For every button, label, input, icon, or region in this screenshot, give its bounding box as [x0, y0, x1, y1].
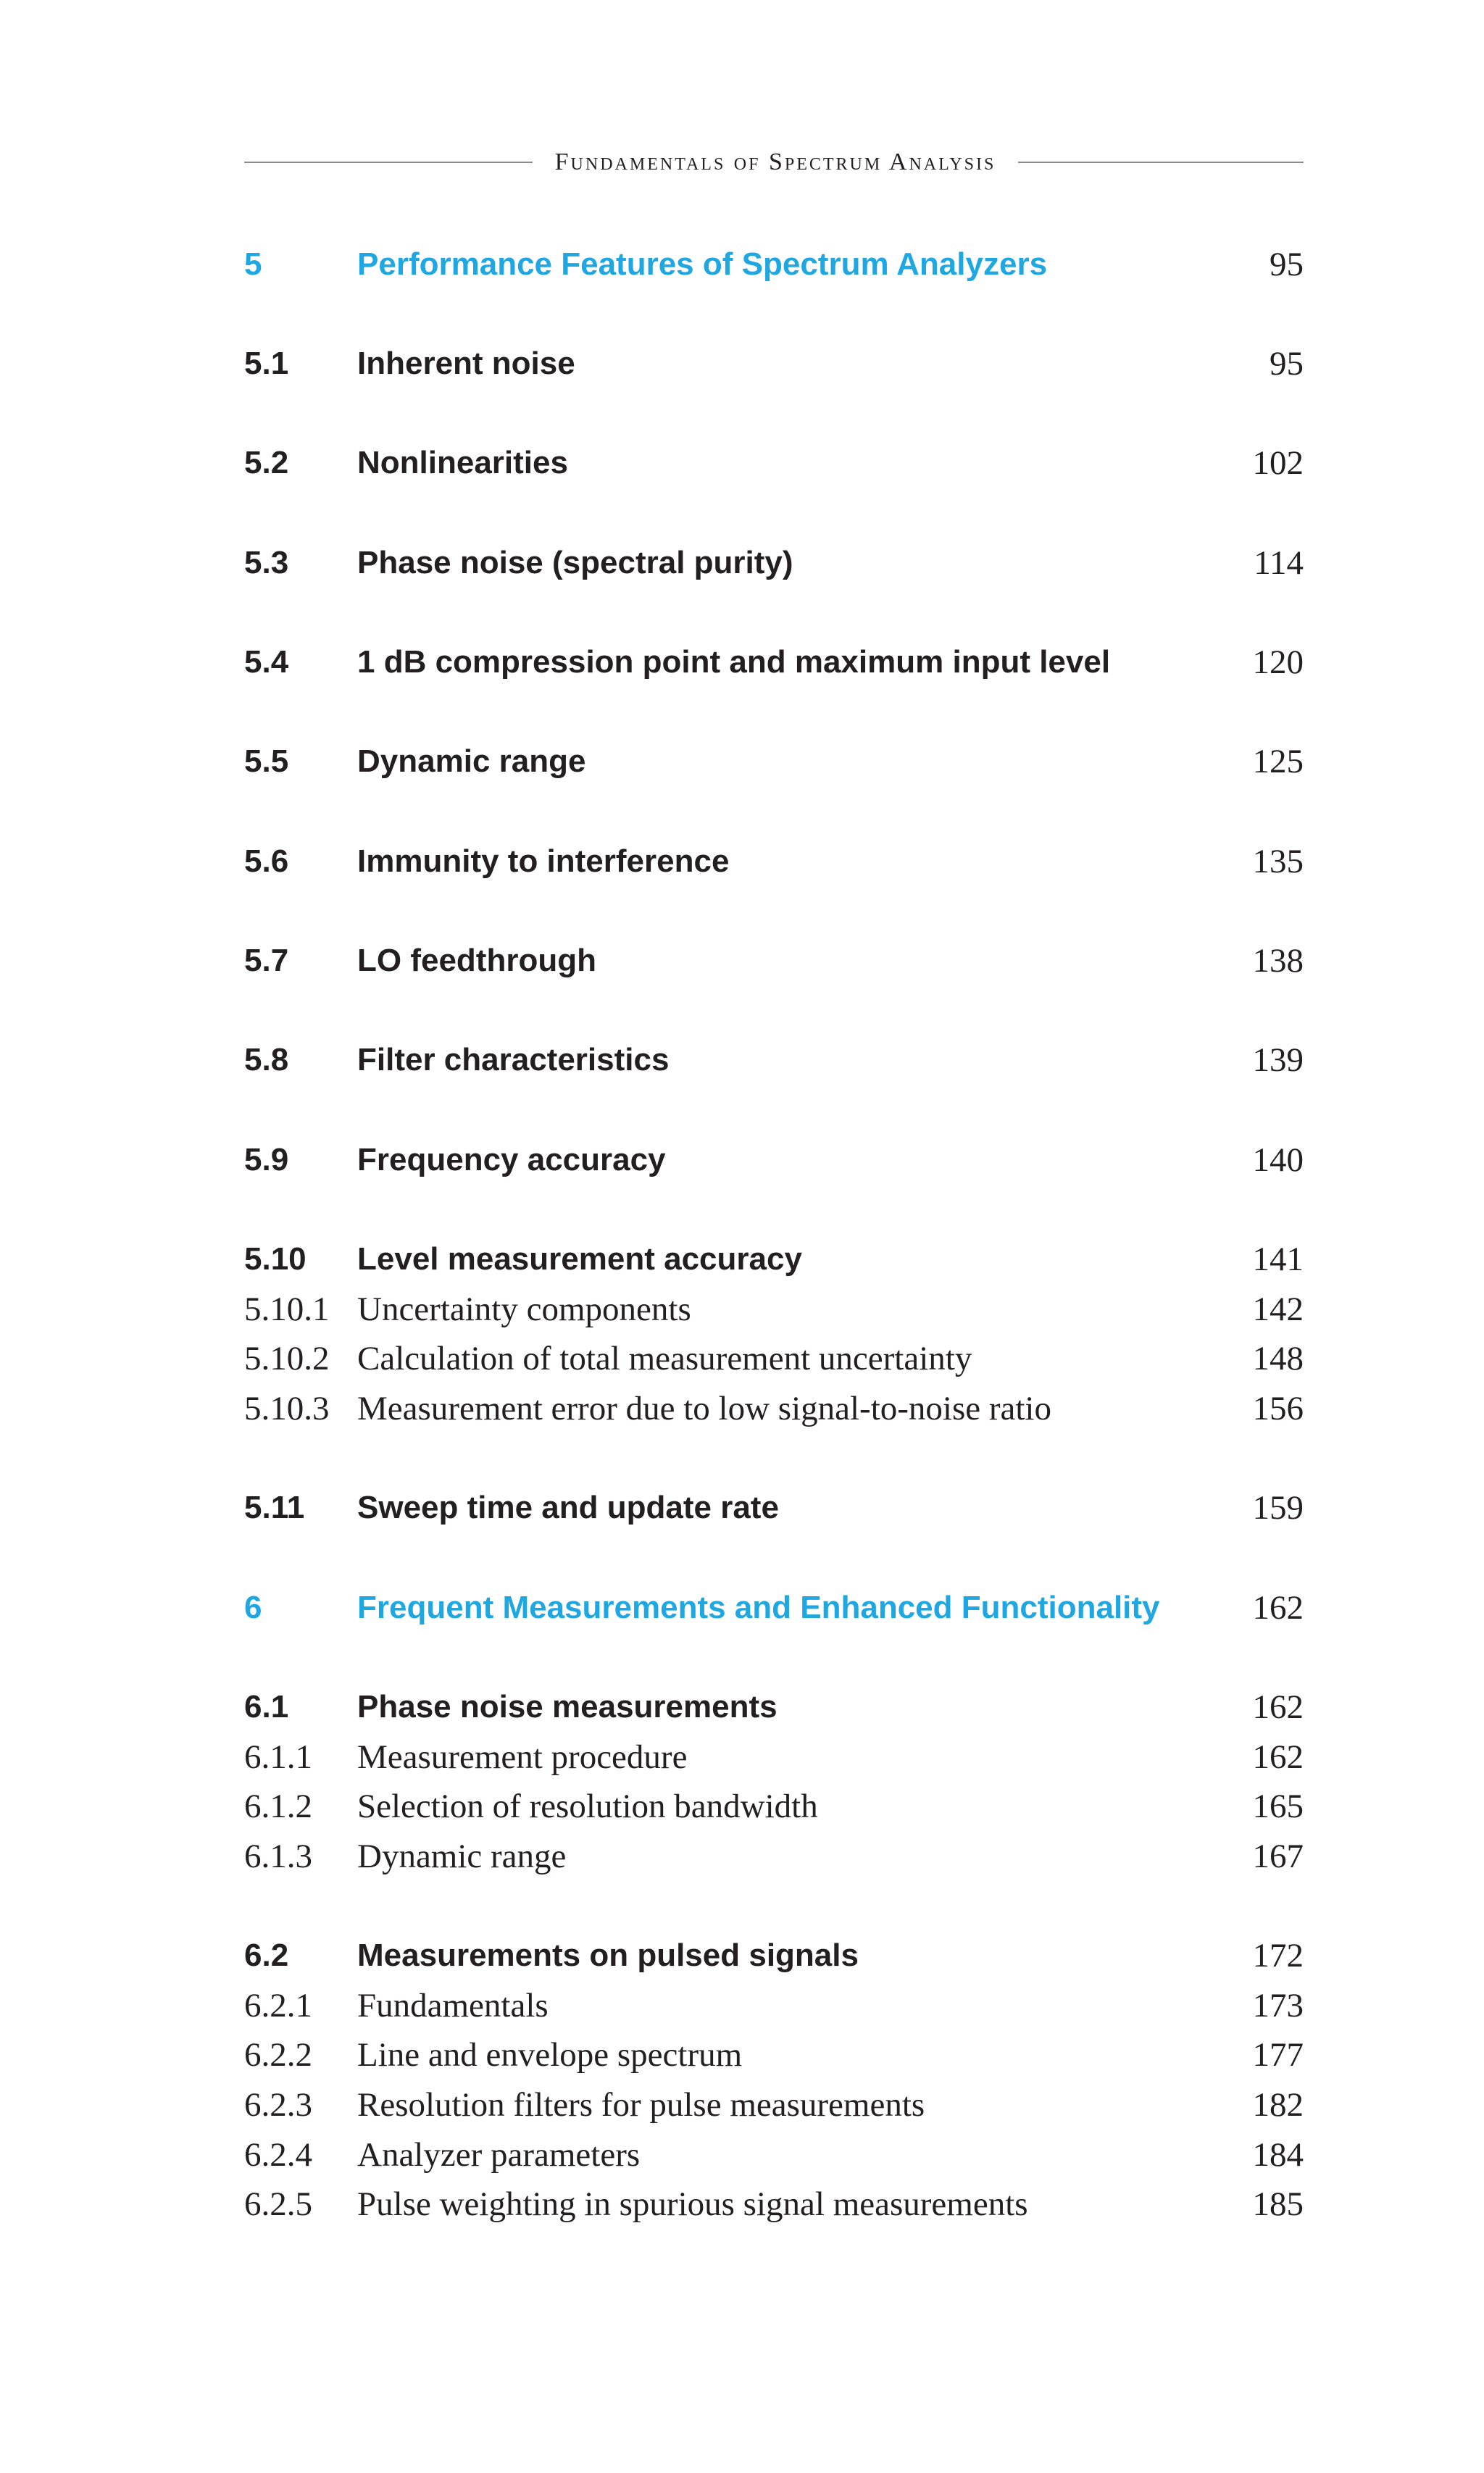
toc-entry-title: Immunity to interference [357, 843, 730, 879]
toc-entry-number: 5 [244, 246, 262, 282]
toc-entry [244, 1035, 1304, 1085]
toc-entry-number: 6.1.2 [244, 1788, 312, 1825]
toc-entry-page: 148 [1252, 1340, 1304, 1377]
toc-entry-title: Measurements on pulsed signals [357, 1938, 859, 1973]
toc-entry [244, 1981, 1304, 2030]
toc-entry [244, 339, 1304, 388]
toc-entry-number: 5.10.3 [244, 1390, 330, 1427]
toc-entry [244, 2130, 1304, 2180]
toc-entry [244, 1285, 1304, 1334]
toc-entry [244, 737, 1304, 786]
toc-entry-title: Line and envelope spectrum [357, 2036, 743, 2074]
toc-entry-page: 140 [1252, 1141, 1304, 1179]
toc-entry-page: 156 [1252, 1390, 1304, 1427]
toc-entry-page: 102 [1252, 444, 1304, 482]
running-header [244, 142, 1304, 183]
toc-entry [244, 1832, 1304, 1881]
toc-entry-page: 162 [1252, 1589, 1304, 1627]
toc-entry-title: Performance Features of Spectrum Analyzers [357, 246, 1048, 282]
toc-entry-page: 185 [1252, 2185, 1304, 2223]
toc-entry-title: Inherent noise [357, 346, 575, 381]
toc-entry-page: 139 [1252, 1041, 1304, 1079]
toc-entry-page: 114 [1254, 544, 1304, 582]
toc-entry-number: 6.2.2 [244, 2036, 312, 2074]
toc-entry-title: Dynamic range [357, 743, 586, 779]
toc-entry [244, 438, 1304, 488]
toc-entry-title: Phase noise (spectral purity) [357, 545, 793, 580]
toc-entry-title: Pulse weighting in spurious signal measurements [357, 2185, 1028, 2223]
toc-entry-title: Measurement procedure [357, 1738, 688, 1776]
toc-entry-page: 125 [1252, 743, 1304, 780]
toc-entry [244, 936, 1304, 985]
toc-entry-title: Sweep time and update rate [357, 1490, 779, 1525]
toc-entry-number: 6.2.1 [244, 1987, 312, 2024]
toc-entry [244, 240, 1304, 289]
toc-entry-number: 5.4 [244, 644, 289, 680]
toc-entry-title: LO feedthrough [357, 943, 596, 978]
toc-entry-page: 167 [1252, 1838, 1304, 1875]
toc-entry-title: Analyzer parameters [357, 2136, 641, 2174]
toc-entry [244, 2180, 1304, 2229]
toc-entry-number: 6.2.5 [244, 2185, 312, 2223]
toc-entry-number: 5.8 [244, 1042, 289, 1077]
toc-entry-number: 5.11 [244, 1490, 305, 1525]
toc-entry [244, 1483, 1304, 1532]
running-title: Fundamentals of Spectrum Analysis [554, 149, 996, 175]
toc-entry-page: 159 [1252, 1489, 1304, 1527]
toc-entry-page: 165 [1252, 1788, 1304, 1825]
toc-entry-number: 6.2.4 [244, 2136, 312, 2174]
toc-entry-page: 142 [1252, 1290, 1304, 1328]
toc-entry [244, 2030, 1304, 2080]
toc-entry-page: 182 [1252, 2086, 1304, 2124]
toc-entry [244, 837, 1304, 886]
toc-entry-page: 120 [1252, 643, 1304, 681]
toc-entry-page: 141 [1252, 1240, 1304, 1278]
toc-entry-number: 5.7 [244, 943, 289, 978]
toc-entry-page: 162 [1252, 1688, 1304, 1726]
toc-entry-title: Calculation of total measurement uncertainty [357, 1340, 972, 1377]
toc-entry-page: 162 [1252, 1738, 1304, 1776]
toc-entry [244, 1732, 1304, 1782]
toc-entry-title: Selection of resolution bandwidth [357, 1788, 818, 1825]
toc-entry-page: 184 [1252, 2136, 1304, 2174]
toc-entry [244, 1931, 1304, 1980]
toc-entry-title: Resolution filters for pulse measurements [357, 2086, 925, 2124]
toc-entry-page: 135 [1252, 843, 1304, 880]
toc-entry-number: 5.10.1 [244, 1290, 330, 1328]
toc-entry-title: Frequent Measurements and Enhanced Functionality [357, 1590, 1160, 1625]
toc-entry-page: 138 [1252, 942, 1304, 980]
header-rule-left [244, 162, 533, 163]
toc-entry-page: 95 [1270, 246, 1304, 283]
toc-entry-title: Level measurement accuracy [357, 1241, 802, 1277]
toc-entry [244, 1334, 1304, 1383]
toc-entry-number: 5.10.2 [244, 1340, 330, 1377]
toc-entry-title: Measurement error due to low signal-to-noise ratio [357, 1390, 1051, 1427]
toc-entry-number: 6.2 [244, 1938, 289, 1973]
toc-entry-number: 5.1 [244, 346, 289, 381]
toc-entry-title: Phase noise measurements [357, 1689, 778, 1725]
toc-entry [244, 1782, 1304, 1831]
toc-entry-number: 5.5 [244, 743, 289, 779]
toc-entry-page: 172 [1252, 1937, 1304, 1974]
header-rule-right [1018, 162, 1304, 163]
toc-entry [244, 538, 1304, 588]
toc-entry-title: Uncertainty components [357, 1290, 691, 1328]
toc-entry-number: 5.9 [244, 1142, 289, 1177]
toc-entry [244, 1235, 1304, 1284]
toc-entry-title: Frequency accuracy [357, 1142, 666, 1177]
toc-entry-number: 5.3 [244, 545, 289, 580]
toc-entry [244, 1135, 1304, 1185]
toc-entry-page: 95 [1270, 345, 1304, 383]
toc-entry [244, 1583, 1304, 1632]
toc-entry-number: 6.1.1 [244, 1738, 312, 1776]
toc-entry [244, 1682, 1304, 1732]
toc-entry-number: 5.6 [244, 843, 289, 879]
toc-entry-number: 6.1 [244, 1689, 289, 1725]
toc-entry-title: Fundamentals [357, 1987, 549, 2024]
toc-entry-title: 1 dB compression point and maximum input level [357, 644, 1111, 680]
toc-entry-title: Dynamic range [357, 1838, 567, 1875]
toc-entry-title: Nonlinearities [357, 445, 568, 480]
toc-entry-page: 173 [1252, 1987, 1304, 2024]
toc-entry-number: 5.10 [244, 1241, 307, 1277]
toc-entry-number: 5.2 [244, 445, 289, 480]
toc-entry-number: 6.2.3 [244, 2086, 312, 2124]
toc-entry [244, 638, 1304, 687]
toc-entry [244, 2080, 1304, 2130]
toc-entry-number: 6.1.3 [244, 1838, 312, 1875]
toc-entry [244, 1384, 1304, 1433]
toc-entry-number: 6 [244, 1590, 262, 1625]
toc-entry-title: Filter characteristics [357, 1042, 670, 1077]
toc-entry-page: 177 [1252, 2036, 1304, 2074]
